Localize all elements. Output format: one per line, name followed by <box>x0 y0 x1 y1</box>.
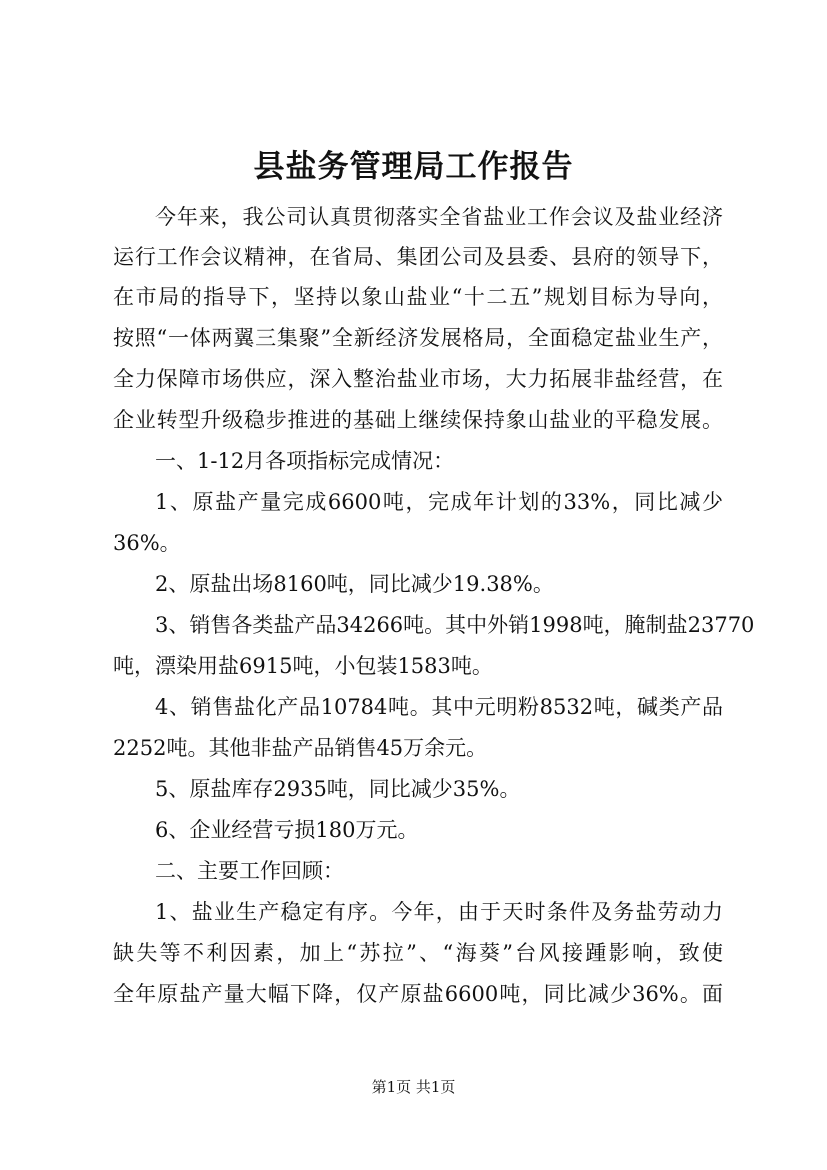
document-title: 县盐务管理局工作报告 <box>253 149 574 185</box>
section-heading: 二、主要工作回顾： <box>155 859 344 883</box>
page-number-footer: 第1页 共1页 <box>371 1078 456 1096</box>
body-line: 全年原盐产量大幅下降，仅产原盐6600吨，同比减少36%。面 <box>113 982 723 1006</box>
body-line: 企业转型升级稳步推进的基础上继续保持象山盐业的平稳发展。 <box>113 408 723 432</box>
body-line: 运行工作会议精神，在省局、集团公司及县委、县府的领导下， <box>113 245 723 269</box>
body-line: 吨，漂染用盐6915吨，小包装1583吨。 <box>113 654 493 678</box>
body-line: 2、原盐出场8160吨，同比减少19.38%。 <box>155 572 554 596</box>
body-line: 3、销售各类盐产品34266吨。其中外销1998吨，腌制盐23770 <box>155 613 755 637</box>
body-line: 今年来，我公司认真贯彻落实全省盐业工作会议及盐业经济 <box>155 205 723 229</box>
body-line: 36%。 <box>113 531 181 555</box>
body-line: 5、原盐库存2935吨，同比减少35%。 <box>155 777 521 801</box>
body-line: 2252吨。其他非盐产品销售45万余元。 <box>113 736 488 760</box>
body-line: 全力保障市场供应，深入整治盐业市场，大力拓展非盐经营，在 <box>113 367 723 391</box>
body-line: 4、销售盐化产品10784吨。其中元明粉8532吨，碱类产品 <box>155 695 723 719</box>
section-heading: 一、1-12月各项指标完成情况： <box>155 449 455 473</box>
body-line: 按照“一体两翼三集聚”全新经济发展格局，全面稳定盐业生产， <box>113 326 723 350</box>
body-line: 1、盐业生产稳定有序。今年，由于天时条件及务盐劳动力 <box>155 900 723 924</box>
body-line: 在市局的指导下，坚持以象山盐业“十二五”规划目标为导向， <box>113 285 723 309</box>
body-line: 缺失等不利因素，加上“苏拉”、“海葵”台风接踵影响，致使 <box>113 941 723 965</box>
body-line: 6、企业经营亏损180万元。 <box>155 818 419 842</box>
body-line: 1、原盐产量完成6600吨，完成年计划的33%，同比减少 <box>155 490 723 514</box>
